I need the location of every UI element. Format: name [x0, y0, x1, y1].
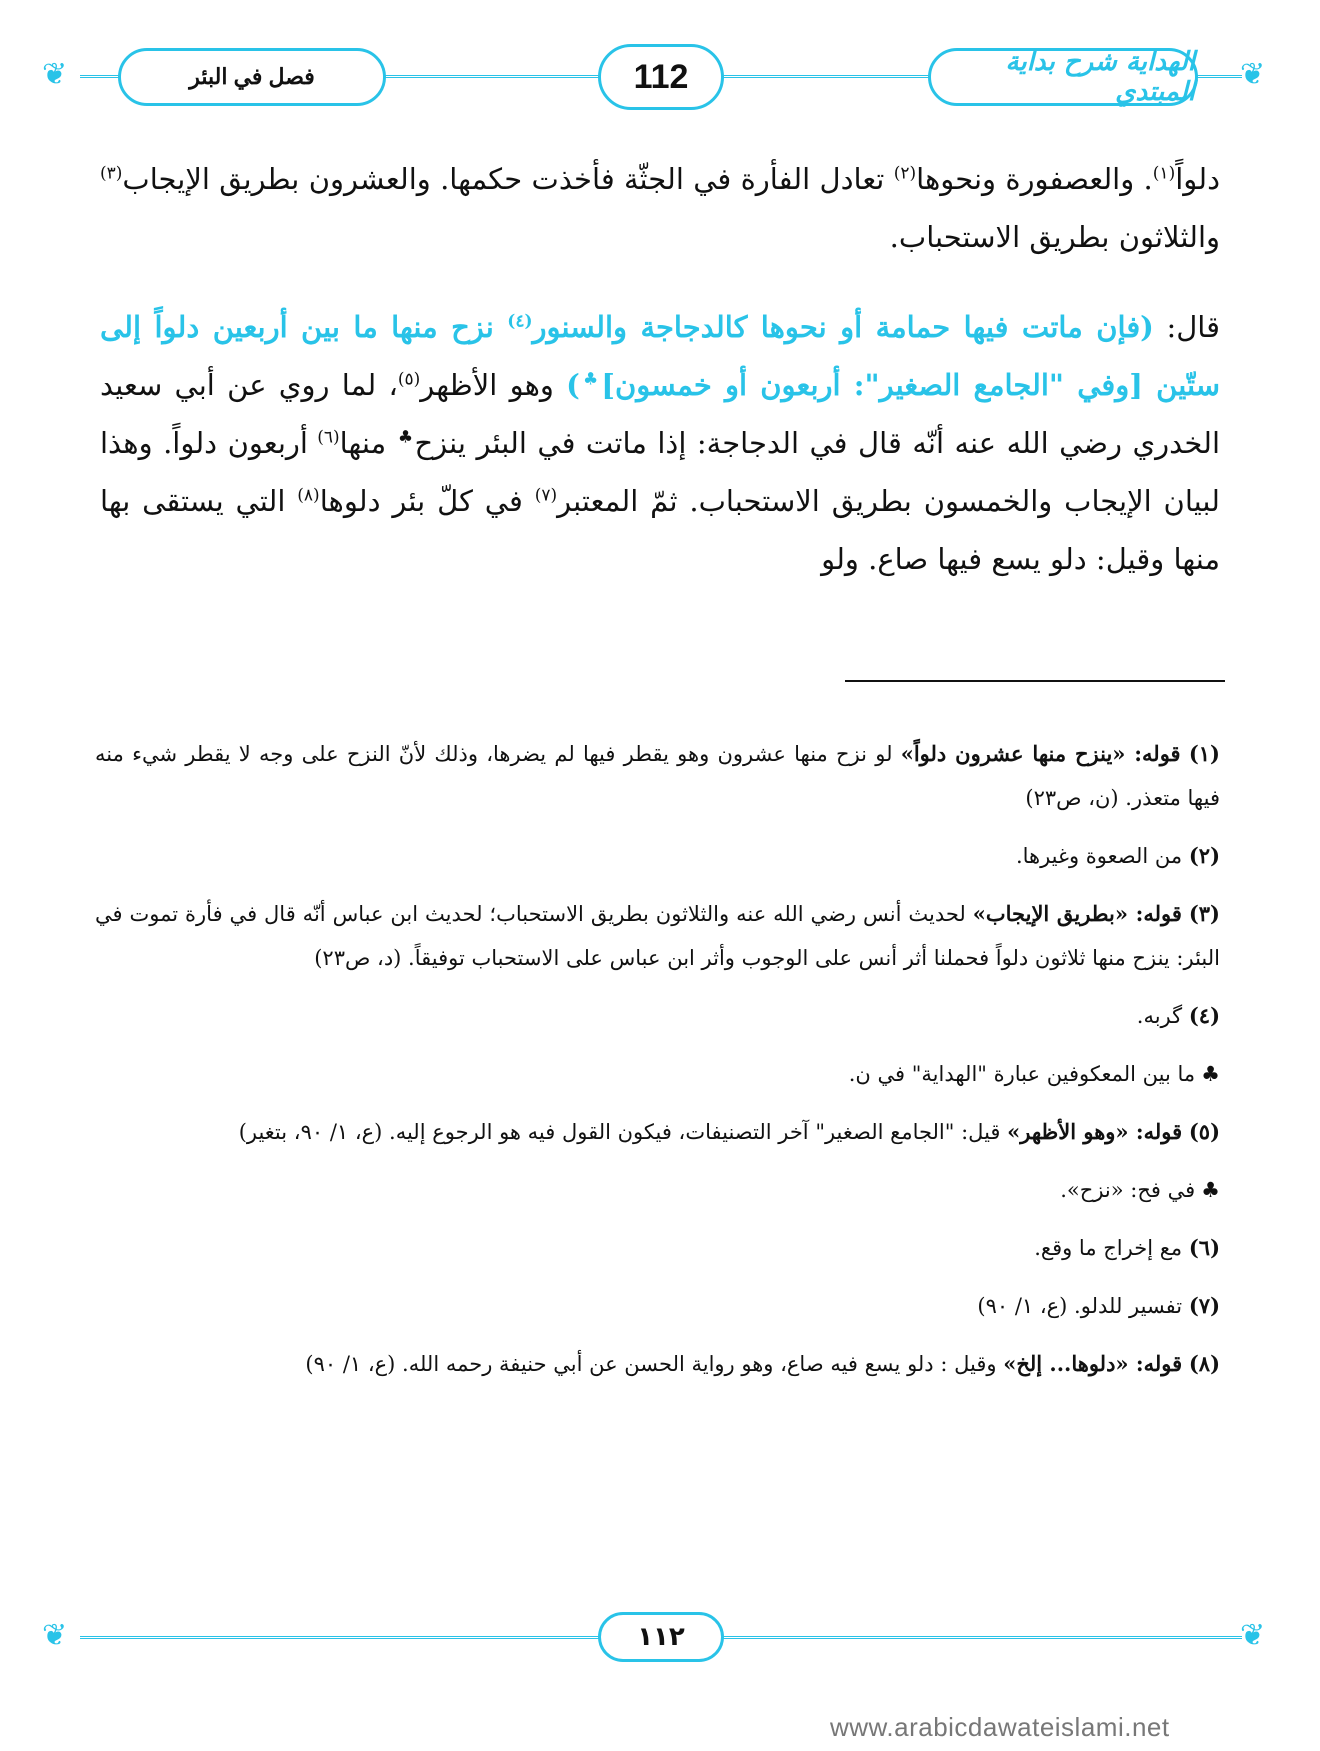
footnote-5 [95, 1110, 1220, 1154]
book-title: الهداية شرح بداية المبتدي [928, 48, 1198, 106]
text: التي يستقى بها منها وقيل: دلو يسع فيها صاع. ولو [100, 484, 1220, 576]
main-paragraph-1 [100, 150, 1220, 266]
club-mark-icon: ♣ [396, 427, 415, 448]
main-paragraph-2 [100, 298, 1220, 588]
footnote-ref[interactable]: (٣) [100, 163, 123, 184]
footnote-lemma: قوله: «بطريق الإيجاب» [972, 901, 1182, 926]
text: دلواً [1175, 162, 1220, 196]
footnote-7 [95, 1284, 1220, 1328]
footnote-lemma: قوله: «ينزح منها عشرون دلواً» [900, 741, 1181, 766]
footnote-ref[interactable]: (٦) [317, 427, 340, 448]
text: ، لما روي عن أبي سعيد الخدري رضي الله عنه أنّه قال في الدجاجة: إذا ماتت في البئر ينزح [100, 368, 1220, 460]
chapter-title: فصل في البئر [118, 48, 386, 106]
text: والثلاثون بطريق الاستحباب. [889, 220, 1220, 254]
matn-text: ) [566, 368, 580, 402]
footnote-club-1 [95, 1052, 1220, 1096]
footnote-text: وقيل : دلو يسع فيه صاع، وهو رواية الحسن عن أبي حنيفة رحمه الله. (ع، ١/ ٩٠) [305, 1352, 1004, 1376]
ornament-right-icon: ❦ [1240, 57, 1266, 92]
footnotes [95, 732, 1220, 1400]
footnote-ref[interactable]: (٥) [397, 369, 421, 390]
text: . والعصفورة ونحوها [916, 162, 1153, 196]
text: تعادل الفأرة في الجثّة فأخذت حكمها. والعشرون بطريق الإيجاب [122, 162, 894, 196]
footer-page-number: ١١٢ [598, 1612, 724, 1662]
footnote-6 [95, 1226, 1220, 1270]
text: في كلّ بئر دلوها [319, 484, 535, 518]
footnote-number: (٨) [1188, 1351, 1220, 1376]
club-icon: ♣ [1201, 1178, 1220, 1202]
club-mark-icon: ♣ [579, 369, 602, 390]
footnote-ref[interactable]: (٢) [893, 163, 917, 184]
matn-text: (فإن ماتت فيها حمامة أو نحوها كالدجاجة والسنور [532, 310, 1154, 344]
footer-rule-right [722, 1636, 1242, 1639]
footnote-text: مع إخراج ما وقع. [1034, 1236, 1183, 1260]
matn-text: نزح منها ما بين أربعين دلواً إلى ستّين [وفي "الجامع الصغير": أربعون أو خمسون] [100, 310, 1220, 402]
footnote-number: (٥) [1188, 1119, 1220, 1144]
text: وهو الأظهر [420, 368, 567, 402]
footnote-2 [95, 834, 1220, 878]
footnote-text: قيل: "الجامع الصغير" آخر التصنيفات، فيكون القول فيه هو الرجوع إليه. (ع، ١/ ٩٠، بتغير) [238, 1120, 1008, 1144]
footnote-ref[interactable]: (٧) [534, 485, 558, 506]
footnote-ref[interactable]: (١) [1152, 163, 1176, 184]
website-url[interactable]: www.arabicdawateislami.net [830, 1712, 1170, 1742]
footnote-number: (٧) [1188, 1293, 1220, 1318]
footnote-number: (٤) [1188, 1003, 1220, 1028]
footnote-text: لحديث أنس رضي الله عنه والثلاثون بطريق الاستحباب؛ لحديث ابن عباس أنّه قال في فأرة تموت في البئر: ينزح منها ثلاثون دلواً فحملنا أثر أنس على الوجوب وأثر ابن عباس على الاستحباب توفيقاً. (د، ص٢٣) [95, 902, 1220, 970]
footnote-number: (٣) [1188, 901, 1220, 926]
footnote-1 [95, 732, 1220, 820]
footnote-ref[interactable]: (٤) [507, 311, 533, 332]
footnote-lemma: قوله: «دلوها... إلخ» [1003, 1351, 1183, 1376]
footnote-lemma: قوله: «وهو الأظهر» [1007, 1119, 1183, 1144]
ornament-right-icon: ❦ [1240, 1618, 1266, 1653]
footnote-text: ما بين المعكوفين عبارة "الهداية" في ن. [848, 1062, 1196, 1086]
footnote-text: گربه. [1136, 1004, 1183, 1028]
footnote-3 [95, 892, 1220, 980]
text: منها [339, 426, 397, 460]
footnote-text: في فح: «نزح». [1060, 1178, 1196, 1202]
page-number: 112 [598, 44, 724, 110]
club-icon: ♣ [1201, 1062, 1220, 1086]
footnote-text: لو نزح منها عشرون وهو يقطر فيها لم يضرها، وذلك لأنّ النزح على وجه لا يقطر شيء منه فيها متعذر. (ن، ص٢٣) [95, 742, 1220, 810]
footnote-number: (٢) [1188, 843, 1220, 868]
footnote-separator [845, 680, 1225, 682]
qal-label: قال: [1153, 310, 1221, 344]
footnote-ref[interactable]: (٨) [297, 485, 320, 506]
footnote-4 [95, 994, 1220, 1038]
footnote-number: (١) [1188, 741, 1220, 766]
footnote-8 [95, 1342, 1220, 1386]
footnote-text: من الصعوة وغيرها. [1015, 844, 1183, 868]
ornament-left-icon: ❦ [42, 57, 68, 92]
text: أربعون دلواً. وهذا لبيان الإيجاب والخمسون بطريق الاستحباب. ثمّ المعتبر [100, 426, 1221, 518]
footer-rule-left [80, 1636, 600, 1639]
ornament-left-icon: ❦ [42, 1618, 68, 1653]
footnote-text: تفسير للدلو. (ع، ١/ ٩٠) [977, 1294, 1183, 1318]
footnote-club-2 [95, 1168, 1220, 1212]
footnote-number: (٦) [1188, 1235, 1220, 1260]
